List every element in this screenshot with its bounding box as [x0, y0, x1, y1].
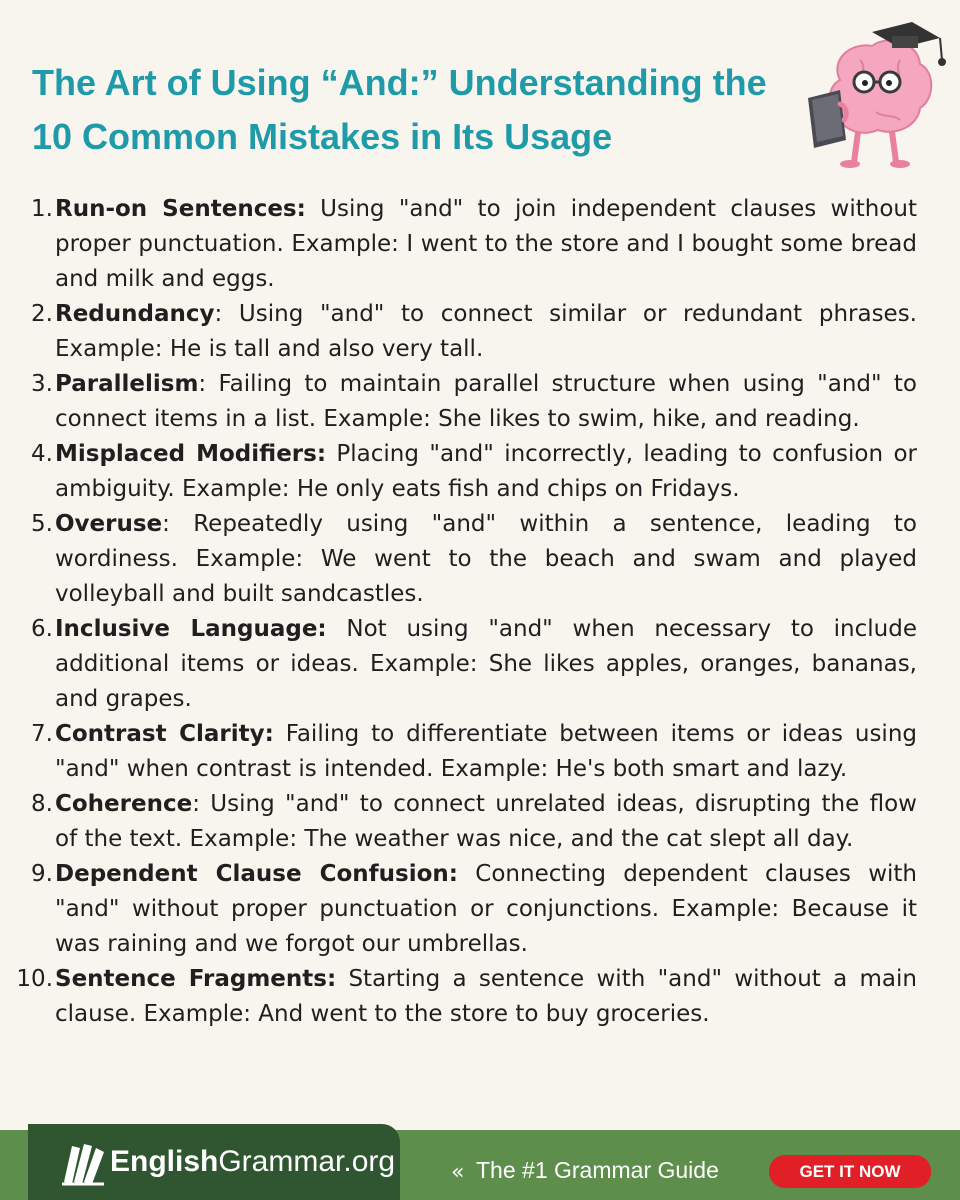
- item-number: 4.: [31, 441, 53, 467]
- mistakes-list: [16, 192, 917, 1032]
- item-number: 7.: [31, 721, 53, 747]
- title-line-2: 10 Common Mistakes in Its Usage: [32, 116, 613, 157]
- item-term: Sentence Fragments:: [55, 966, 337, 992]
- page-title: [32, 56, 812, 164]
- item-description: : Repeatedly using "and" within a sentence, leading to wordiness. Example: We went to the beach and swam and played volleyball and built sandcastles.: [55, 511, 917, 607]
- item-number: 1.: [31, 196, 53, 222]
- item-description: Using "and" to join independent clauses without proper punctuation. Example: I went to the store and I bought some bread and milk and eggs.: [55, 196, 917, 292]
- logo-wordmark[interactable]: [110, 1145, 395, 1179]
- item-term: Run-on Sentences:: [55, 196, 306, 222]
- item-description: Connecting dependent clauses with "and" without proper punctuation or conjunctions. Example: Because it was raining and we forgot our umbrellas.: [55, 861, 917, 957]
- logo-regular: Grammar.org: [218, 1145, 396, 1178]
- item-number: 2.: [31, 301, 53, 327]
- item-description: Starting a sentence with "and" without a main clause. Example: And went to the store to buy groceries.: [55, 966, 917, 1027]
- logo-bold: English: [110, 1145, 219, 1178]
- list-item: [31, 297, 917, 367]
- book-pages-logo-icon[interactable]: [58, 1138, 106, 1188]
- item-description: : Using "and" to connect similar or redundant phrases. Example: He is tall and also very tall.: [55, 301, 917, 362]
- list-item: [31, 717, 917, 787]
- list-item: [31, 507, 917, 612]
- item-description: Failing to differentiate between items or ideas using "and" when contrast is intended. Example: He's both smart and lazy.: [55, 721, 917, 782]
- footer-tagline: The #1 Grammar Guide: [476, 1157, 719, 1183]
- item-term: Coherence: [55, 791, 193, 817]
- item-number: 9.: [31, 861, 53, 887]
- list-item: [31, 437, 917, 507]
- list-item: [16, 962, 917, 1032]
- item-description: Not using "and" when necessary to include additional items or ideas. Example: She likes apples, oranges, bananas, and grapes.: [55, 616, 917, 712]
- double-chevron-left-icon: «: [451, 1160, 465, 1185]
- item-number: 8.: [31, 791, 53, 817]
- item-term: Redundancy: [55, 301, 215, 327]
- list-item: [31, 192, 917, 297]
- item-number: 6.: [31, 616, 53, 642]
- list-item: [31, 367, 917, 437]
- item-description: : Using "and" to connect unrelated ideas, disrupting the flow of the text. Example: The weather was nice, and the cat slept all day.: [55, 791, 917, 852]
- brain-mascot-icon: [800, 20, 950, 170]
- item-term: Parallelism: [55, 371, 199, 397]
- item-number: 3.: [31, 371, 53, 397]
- title-line-1: The Art of Using “And:” Understanding the: [32, 62, 767, 103]
- item-term: Misplaced Modifiers:: [55, 441, 327, 467]
- list-item: [31, 612, 917, 717]
- item-description: : Failing to maintain parallel structure when using "and" to connect items in a list. Example: She likes to swim, hike, and reading.: [55, 371, 917, 432]
- get-it-now-button[interactable]: GET IT NOW: [769, 1155, 931, 1188]
- item-term: Contrast Clarity:: [55, 721, 274, 747]
- item-term: Inclusive Language:: [55, 616, 327, 642]
- item-term: Overuse: [55, 511, 163, 537]
- list-item: [31, 857, 917, 962]
- item-term: Dependent Clause Confusion:: [55, 861, 458, 887]
- list-item: [31, 787, 917, 857]
- item-number: 5.: [31, 511, 53, 537]
- item-number: 10.: [16, 966, 53, 992]
- item-description: Placing "and" incorrectly, leading to confusion or ambiguity. Example: He only eats fish and chips on Fridays.: [55, 441, 917, 502]
